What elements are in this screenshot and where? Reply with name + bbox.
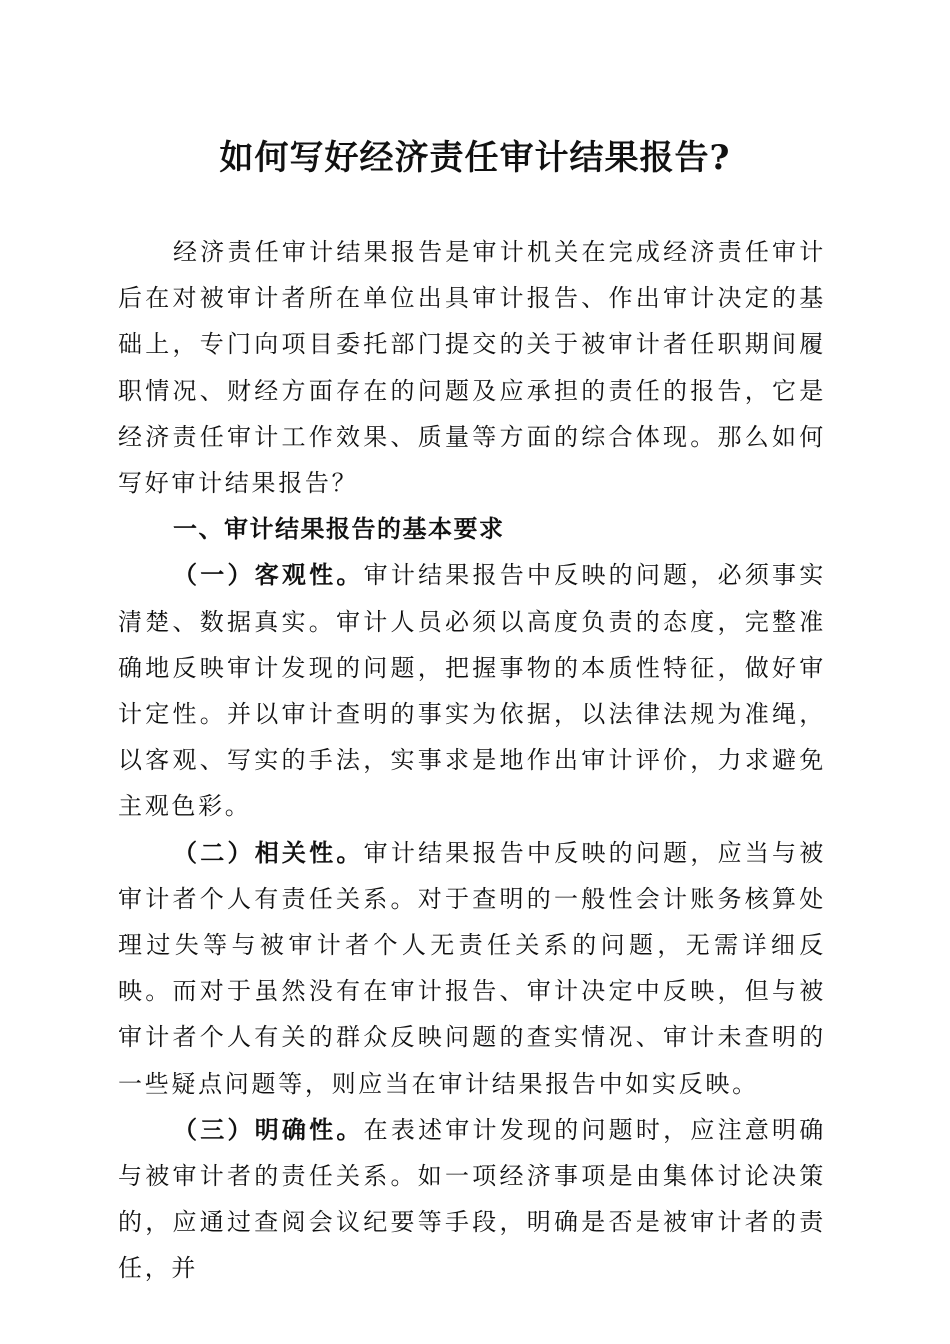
document-body (118, 229, 826, 1292)
requirement-lead: （二）相关性。 (173, 837, 364, 867)
document-title: 如何写好经济责任审计结果报告? (219, 138, 731, 178)
intro-paragraph: 经济责任审计结果报告是审计机关在完成经济责任审计后在对被审计者所在单位出具审计报告、作出审计决定的基础上，专门向项目委托部门提交的关于被审计者任职期间履职情况、财经方面存在的问题及应承担的责任的报告，它是经济责任审计工作效果、质量等方面的综合体现。那么如何写好审计结果报告？ (118, 238, 826, 498)
section-heading: 一、审计结果报告的基本要求 (173, 515, 505, 544)
requirement-text: 在表述审计发现的问题时，应注意明确与被审计者的责任关系。如一项经济事项是由集体讨论决策的，应通过查阅会议纪要等手段，明确是否是被审计者的责任，并 (118, 1115, 826, 1283)
requirement-relevance (118, 830, 826, 1107)
requirement-lead: （一）客观性。 (173, 560, 364, 590)
requirement-text: 审计结果报告中反映的问题，必须事实清楚、数据真实。审计人员必须以高度负责的态度，完整准确地反映审计发现的问题，把握事物的本质性特征，做好审计定性。并以审计查明的事实为依据，以法律法规为准绳，以客观、写实的手法，实事求是地作出审计评价，力求避免主观色彩。 (118, 561, 826, 821)
requirement-objectivity (118, 552, 826, 829)
requirement-lead: （三）明确性。 (173, 1114, 364, 1144)
requirement-clarity (118, 1107, 826, 1292)
requirement-text: 审计结果报告中反映的问题，应当与被审计者个人有责任关系。对于查明的一般性会计账务核算处理过失等与被审计者个人无责任关系的问题，无需详细反映。而对于虽然没有在审计报告、审计决定中反映，但与被审计者个人有关的群众反映问题的查实情况、审计未查明的一些疑点问题等，则应当在审计结果报告中如实反映。 (118, 838, 826, 1098)
